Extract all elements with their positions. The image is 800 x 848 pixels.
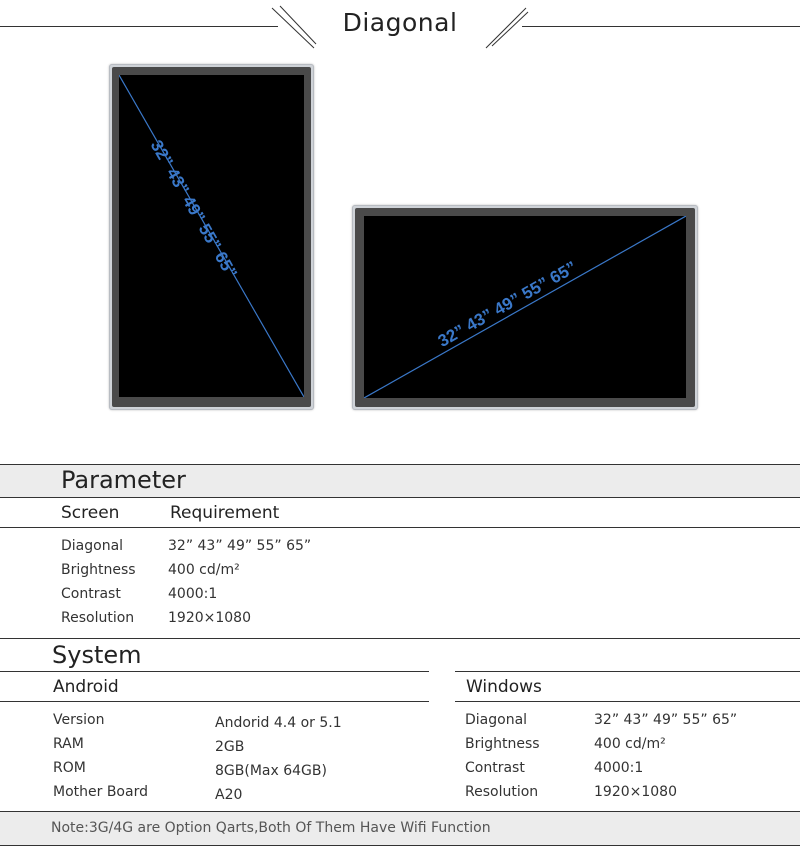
windows-row-value: 400 cd/m² bbox=[594, 736, 666, 752]
windows-row-value: 1920×1080 bbox=[594, 784, 677, 800]
note-text: Note:3G/4G are Option Qarts,Both Of Them Have Wifi Function bbox=[51, 820, 491, 836]
windows-header-rule bbox=[455, 701, 800, 702]
windows-top-rule bbox=[455, 671, 800, 672]
parameter-title: Parameter bbox=[61, 466, 186, 494]
android-row-name: Mother Board bbox=[53, 784, 148, 800]
windows-row-name: Contrast bbox=[465, 760, 525, 776]
portrait-diagonal-label: 32” 43” 49” 55” 65” bbox=[146, 136, 241, 282]
parameter-row-name: Resolution bbox=[61, 610, 135, 626]
android-row-value: 2GB bbox=[215, 739, 245, 755]
windows-row-value: 32” 43” 49” 55” 65” bbox=[594, 712, 738, 728]
parameter-col-requirement: Requirement bbox=[170, 503, 280, 523]
parameter-row-value: 400 cd/m² bbox=[168, 562, 240, 578]
portrait-diagonal-line bbox=[119, 75, 304, 397]
windows-row-name: Resolution bbox=[465, 784, 539, 800]
android-row-name: Version bbox=[53, 712, 105, 728]
note-bottom-rule bbox=[0, 845, 800, 846]
android-top-rule bbox=[0, 671, 429, 672]
parameter-row-name: Contrast bbox=[61, 586, 121, 602]
header-line-right bbox=[522, 26, 800, 27]
android-row-value: Andorid 4.4 or 5.1 bbox=[215, 715, 342, 731]
windows-row-value: 4000:1 bbox=[594, 760, 644, 776]
windows-row-name: Brightness bbox=[465, 736, 540, 752]
system-top-rule bbox=[0, 638, 800, 639]
page-title: Diagonal bbox=[342, 8, 458, 37]
android-row-name: RAM bbox=[53, 736, 84, 752]
parameter-row-name: Diagonal bbox=[61, 538, 124, 554]
header-slash-right-icon bbox=[482, 4, 532, 50]
android-row-value: A20 bbox=[215, 787, 243, 803]
landscape-diagonal-line bbox=[364, 216, 686, 398]
parameter-row-value: 1920×1080 bbox=[168, 610, 251, 626]
android-row-value: 8GB(Max 64GB) bbox=[215, 763, 327, 779]
android-header-rule bbox=[0, 701, 429, 702]
android-title: Android bbox=[53, 677, 119, 697]
windows-title: Windows bbox=[466, 677, 542, 697]
android-row-name: ROM bbox=[53, 760, 86, 776]
parameter-col-screen: Screen bbox=[61, 503, 120, 523]
parameter-row-name: Brightness bbox=[61, 562, 136, 578]
parameter-row-value: 4000:1 bbox=[168, 586, 218, 602]
landscape-diagonal-label: 32” 43” 49” 55” 65” bbox=[434, 257, 580, 351]
system-title: System bbox=[52, 641, 142, 669]
parameter-header-rule bbox=[0, 527, 800, 528]
parameter-title-rule bbox=[0, 497, 800, 498]
parameter-row-value: 32” 43” 49” 55” 65” bbox=[168, 538, 312, 554]
windows-row-name: Diagonal bbox=[465, 712, 528, 728]
